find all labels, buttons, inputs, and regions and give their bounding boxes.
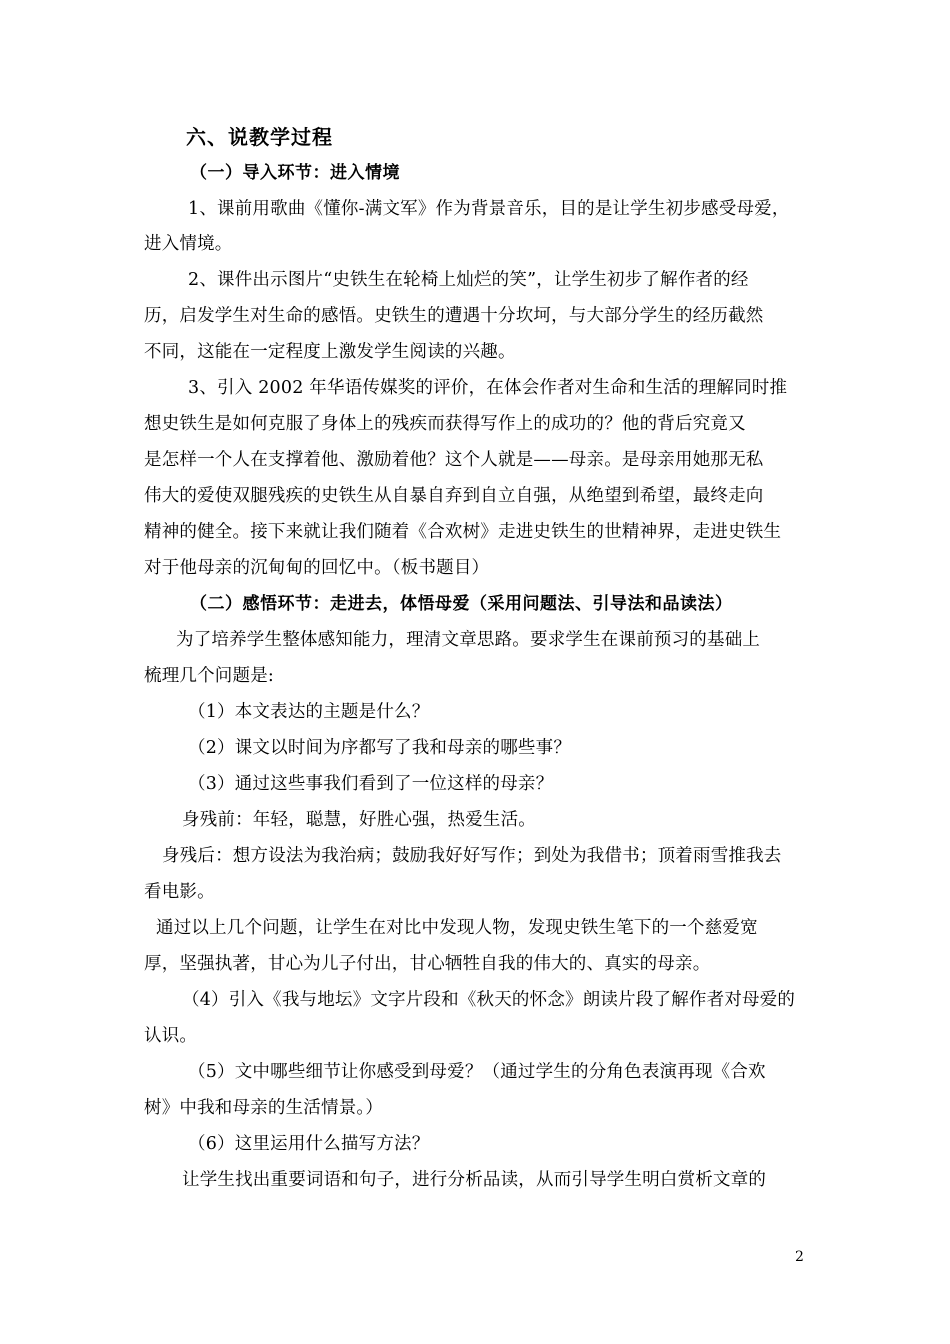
paragraph-line: 不同，这能在一定程度上激发学生阅读的兴趣。 — [144, 342, 516, 362]
paragraph-line: 让学生找出重要词语和句子，进行分析品读，从而引导学生明白赏析文章的 — [182, 1170, 767, 1190]
page-number: 2 — [795, 1249, 804, 1265]
paragraph-line: 身残前：年轻，聪慧，好胜心强，热爱生活。 — [182, 810, 536, 830]
paragraph-line: 认识。 — [144, 1026, 198, 1046]
section-title: 六、说教学过程 — [186, 125, 333, 149]
paragraph-line: 梳理几个问题是: — [144, 666, 274, 686]
paragraph-line: 对于他母亲的沉甸甸的回忆中。（板书题目） — [144, 558, 490, 578]
paragraph-line: 身残后：想方设法为我治病；鼓励我好好写作；到处为我借书；顶着雨雪推我去 — [162, 846, 782, 866]
paragraph-line: 是怎样一个人在支撑着他、激励着他？这个人就是——母亲。是母亲用她那无私 — [144, 450, 764, 470]
paragraph-line: 通过以上几个问题，让学生在对比中发现人物，发现史铁生笔下的一个慈爱宽 — [156, 918, 758, 938]
paragraph-line: 精神的健全。接下来就让我们随着《合欢树》走进史铁生的世精神界，走进史铁生 — [144, 522, 782, 542]
paragraph-line: 伟大的爱使双腿残疾的史铁生从自暴自弃到自立自强，从绝望到希望，最终走向 — [144, 486, 764, 506]
question-line: （6）这里运用什么描写方法？ — [188, 1134, 430, 1154]
paragraph-line: 2、课件出示图片“史铁生在轮椅上灿烂的笑”，让学生初步了解作者的经 — [188, 270, 749, 290]
paragraph-line: 3、引入 2002 年华语传媒奖的评价，在体会作者对生命和生活的理解同时推 — [188, 378, 788, 398]
paragraph-line: 厚，坚强执著，甘心为儿子付出，甘心牺牲自我的伟大的、真实的母亲。 — [144, 954, 711, 974]
paragraph-line: 树》中我和母亲的生活情景。） — [144, 1098, 384, 1118]
question-line: （4）引入《我与地坛》文字片段和《秋天的怀念》朗读片段了解作者对母爱的 — [182, 990, 796, 1010]
question-line: （5）文中哪些细节让你感受到母爱？（通过学生的分角色表演再现《合欢 — [188, 1062, 766, 1082]
paragraph-line: 为了培养学生整体感知能力，理清文章思路。要求学生在课前预习的基础上 — [176, 630, 761, 650]
question-line: （2）课文以时间为序都写了我和母亲的哪些事？ — [188, 738, 572, 758]
paragraph-line: 1、课前用歌曲《懂你-满文军》作为背景音乐，目的是让学生初步感受母爱， — [188, 199, 790, 219]
question-line: （1）本文表达的主题是什么？ — [188, 702, 430, 722]
paragraph-line: 进入情境。 — [144, 234, 233, 254]
subsection-heading-intro: （一）导入环节：进入情境 — [190, 163, 400, 183]
paragraph-line: 想史铁生是如何克服了身体上的残疾而获得写作上的成功的？他的背后究竟又 — [144, 414, 746, 434]
subsection-heading-insight: （二）感悟环节：走进去，体悟母爱（采用问题法、引导法和品读法） — [190, 594, 733, 614]
paragraph-line: 历，启发学生对生命的感悟。史铁生的遭遇十分坎坷，与大部分学生的经历截然 — [144, 306, 764, 326]
paragraph-line: 看电影。 — [144, 882, 215, 902]
question-line: （3）通过这些事我们看到了一位这样的母亲？ — [188, 774, 554, 794]
